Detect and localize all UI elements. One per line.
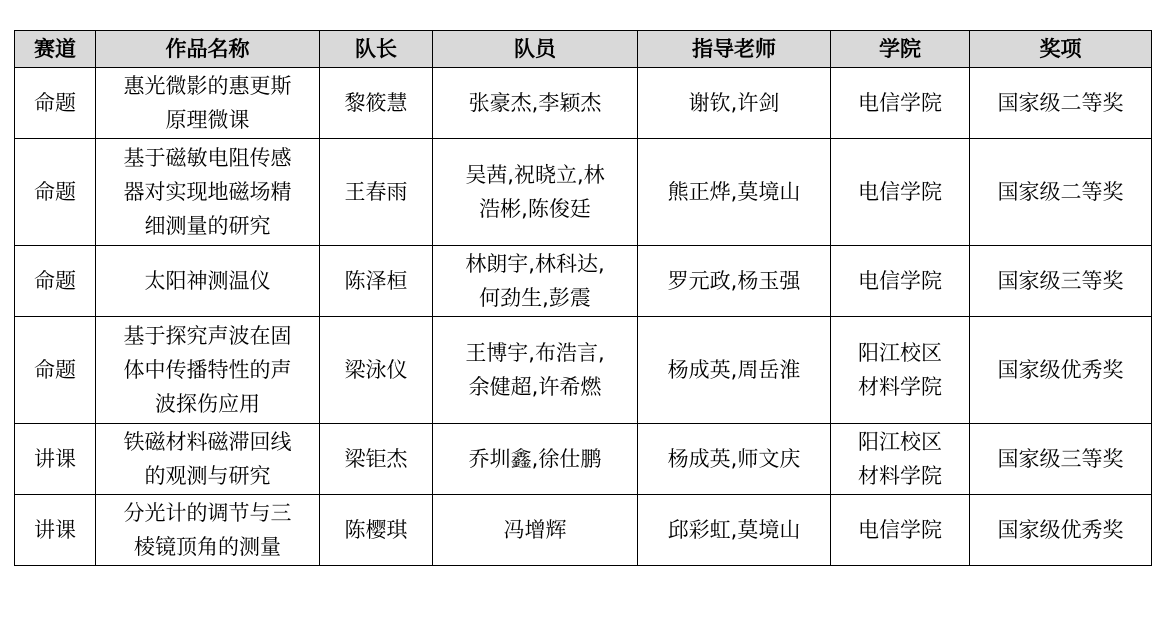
advisors-text: 杨成英,师文庆 <box>667 447 801 471</box>
advisors-text: 熊正烨,莫境山 <box>667 180 801 204</box>
leader-text: 梁泳仪 <box>344 358 408 382</box>
work-title-text: 基于探究声波在固 体中传播特性的声 波探伤应用 <box>123 324 292 416</box>
cell-members <box>433 246 638 317</box>
advisors-text: 杨成英,周岳淮 <box>667 358 801 382</box>
college-text: 电信学院 <box>858 180 942 204</box>
cell-college <box>831 68 970 139</box>
cell-members <box>433 424 638 495</box>
cell-members <box>433 495 638 566</box>
header-advisors: 指导老师 <box>638 31 831 68</box>
college-text: 阳江校区 材料学院 <box>858 341 942 399</box>
college-text: 电信学院 <box>858 91 942 115</box>
track-text: 命题 <box>34 180 76 204</box>
cell-award <box>970 246 1152 317</box>
table-row <box>15 246 1152 317</box>
cell-track <box>15 68 96 139</box>
track-text: 命题 <box>34 91 76 115</box>
cell-advisors <box>638 495 831 566</box>
cell-leader <box>320 424 433 495</box>
college-text: 电信学院 <box>858 269 942 293</box>
leader-text: 陈泽桓 <box>344 269 408 293</box>
work-title-text: 基于磁敏电阻传感 器对实现地磁场精 细测量的研究 <box>123 146 292 238</box>
cell-award <box>970 68 1152 139</box>
members-text: 冯增辉 <box>503 518 567 542</box>
cell-advisors <box>638 139 831 246</box>
cell-work-title <box>96 495 320 566</box>
award-text: 国家级优秀奖 <box>997 518 1124 542</box>
track-text: 讲课 <box>34 518 76 542</box>
cell-award <box>970 317 1152 424</box>
cell-award <box>970 139 1152 246</box>
members-text: 张豪杰,李颖杰 <box>468 91 602 115</box>
cell-college <box>831 139 970 246</box>
header-members: 队员 <box>433 31 638 68</box>
work-title-text: 太阳神测温仪 <box>144 269 271 293</box>
cell-leader <box>320 139 433 246</box>
work-title-text: 铁磁材料磁滞回线 的观测与研究 <box>123 430 292 488</box>
header-college: 学院 <box>831 31 970 68</box>
advisors-text: 罗元政,杨玉强 <box>667 269 801 293</box>
header-award: 奖项 <box>970 31 1152 68</box>
cell-advisors <box>638 68 831 139</box>
advisors-text: 谢钦,许剑 <box>688 91 780 115</box>
cell-work-title <box>96 424 320 495</box>
track-text: 命题 <box>34 358 76 382</box>
track-text: 命题 <box>34 269 76 293</box>
table-row <box>15 495 1152 566</box>
cell-work-title <box>96 139 320 246</box>
work-title-text: 分光计的调节与三 棱镜顶角的测量 <box>123 501 292 559</box>
work-title-text: 惠光微影的惠更斯 原理微课 <box>123 74 292 132</box>
cell-advisors <box>638 246 831 317</box>
members-text: 王博宇,布浩言, 余健超,许希燃 <box>465 341 605 399</box>
table-row <box>15 68 1152 139</box>
cell-track <box>15 139 96 246</box>
header-leader: 队长 <box>320 31 433 68</box>
award-text: 国家级优秀奖 <box>997 358 1124 382</box>
members-text: 吴茜,祝晓立,林 浩彬,陈俊廷 <box>465 163 605 221</box>
cell-advisors <box>638 424 831 495</box>
leader-text: 梁钜杰 <box>344 447 408 471</box>
cell-leader <box>320 317 433 424</box>
header-work-title: 作品名称 <box>96 31 320 68</box>
cell-track <box>15 495 96 566</box>
award-text: 国家级二等奖 <box>997 180 1124 204</box>
cell-advisors <box>638 317 831 424</box>
table-row <box>15 139 1152 246</box>
leader-text: 黎筱慧 <box>344 91 408 115</box>
cell-college <box>831 317 970 424</box>
cell-track <box>15 246 96 317</box>
college-text: 阳江校区 材料学院 <box>858 430 942 488</box>
cell-college <box>831 424 970 495</box>
cell-college <box>831 495 970 566</box>
cell-track <box>15 424 96 495</box>
cell-members <box>433 139 638 246</box>
cell-award <box>970 424 1152 495</box>
award-text: 国家级三等奖 <box>997 269 1124 293</box>
table-row <box>15 317 1152 424</box>
members-text: 林朗宇,林科达, 何劲生,彭震 <box>465 252 605 310</box>
members-text: 乔圳鑫,徐仕鹏 <box>468 447 602 471</box>
cell-leader <box>320 495 433 566</box>
leader-text: 王春雨 <box>344 180 408 204</box>
cell-work-title <box>96 317 320 424</box>
track-text: 讲课 <box>34 447 76 471</box>
cell-leader <box>320 68 433 139</box>
awards-table <box>14 30 1152 566</box>
table-row <box>15 424 1152 495</box>
cell-work-title <box>96 68 320 139</box>
cell-college <box>831 246 970 317</box>
cell-work-title <box>96 246 320 317</box>
cell-track <box>15 317 96 424</box>
header-track: 赛道 <box>15 31 96 68</box>
award-text: 国家级二等奖 <box>997 91 1124 115</box>
cell-members <box>433 317 638 424</box>
advisors-text: 邱彩虹,莫境山 <box>667 518 801 542</box>
award-text: 国家级三等奖 <box>997 447 1124 471</box>
cell-award <box>970 495 1152 566</box>
college-text: 电信学院 <box>858 518 942 542</box>
leader-text: 陈樱琪 <box>344 518 408 542</box>
header-row <box>15 31 1152 68</box>
cell-leader <box>320 246 433 317</box>
cell-members <box>433 68 638 139</box>
